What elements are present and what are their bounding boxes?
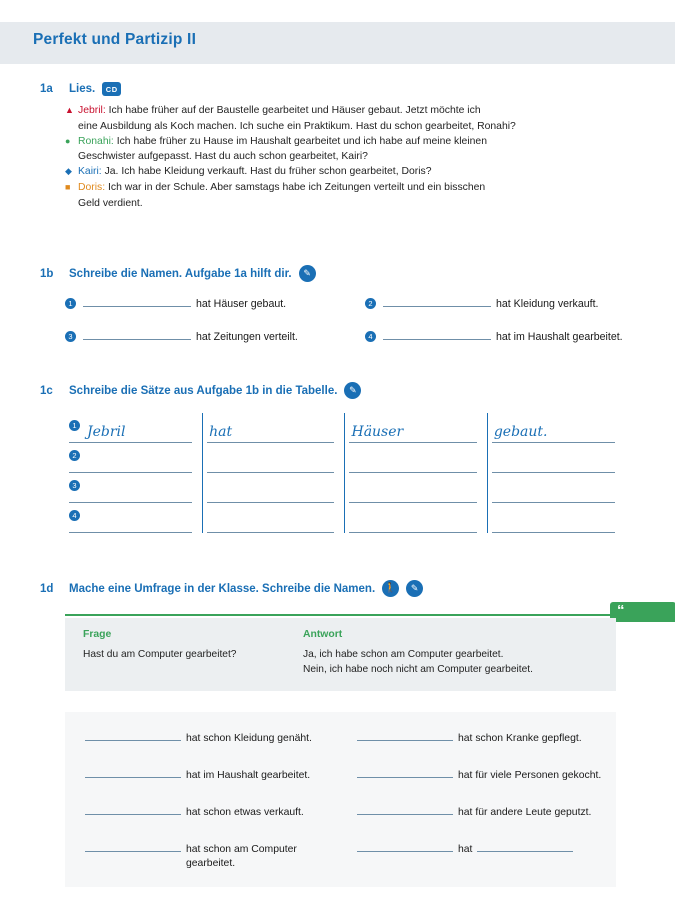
green-divider xyxy=(65,614,616,616)
survey-text: hat schon Kranke gepflegt. xyxy=(458,733,582,744)
sentence-table-1c xyxy=(65,413,625,533)
survey-text: hat für andere Leute geputzt. xyxy=(458,807,592,819)
dialogue-continuation: Geschwister aufgepasst. Hast du auch schon gearbeitet, Kairi? xyxy=(78,151,368,163)
exercise-1b xyxy=(40,265,640,343)
table-cell[interactable] xyxy=(203,473,345,503)
table-cell[interactable] xyxy=(487,443,625,473)
table-row xyxy=(65,443,625,473)
exercise-1d-header xyxy=(40,580,640,597)
bullet-circle-icon: ● xyxy=(65,135,71,146)
survey-name-blank[interactable] xyxy=(357,767,453,778)
table-cell[interactable] xyxy=(65,473,203,503)
survey-item xyxy=(85,841,357,871)
survey-text: hat schon am Computer gearbeitet. xyxy=(186,844,297,870)
bullet-triangle-icon: ▲ xyxy=(65,105,74,115)
dialogue-line xyxy=(65,181,640,196)
answer-input-blank[interactable] xyxy=(383,296,491,307)
exercise-1d-title: Mache eine Umfrage in der Klasse. Schreibe die Namen. xyxy=(69,582,376,595)
table-cell[interactable] xyxy=(487,473,625,503)
survey-trailing-blank[interactable] xyxy=(477,841,573,852)
survey-name-blank[interactable] xyxy=(85,730,181,741)
cell-handwriting: Jebril xyxy=(87,424,126,440)
table-row xyxy=(65,503,625,533)
survey-name-blank[interactable] xyxy=(357,730,453,741)
speaker-text: Ich habe früher auf der Baustelle gearbeitet und Häuser gebaut. Jetzt möchte ich xyxy=(108,105,481,116)
table-cell[interactable] xyxy=(345,413,487,443)
survey-item xyxy=(85,730,357,746)
answer-text-line2: Nein, ich habe noch nicht am Computer gearbeitet. xyxy=(303,663,533,675)
page-title: Perfekt und Partizip II xyxy=(33,31,197,48)
dialogue-line xyxy=(65,104,640,119)
pencil-icon[interactable]: ✎ xyxy=(344,382,361,399)
exercise-1c-number: 1c xyxy=(40,384,53,397)
answer-grid-1b xyxy=(65,296,640,343)
speaker-text: Ich war in der Schule. Aber samstags habe ich Zeitungen verteilt und ein bisschen xyxy=(108,181,486,193)
table-cell[interactable] xyxy=(487,413,625,443)
exercise-1b-header xyxy=(40,265,640,282)
answer-item xyxy=(65,296,365,310)
pencil-icon[interactable]: ✎ xyxy=(299,265,316,282)
survey-item xyxy=(357,767,616,783)
survey-item xyxy=(357,841,616,871)
exercise-1d-number: 1d xyxy=(40,582,54,595)
answer-input-blank[interactable] xyxy=(83,329,191,340)
survey-text: hat schon etwas verkauft. xyxy=(186,807,304,819)
table-cell[interactable] xyxy=(487,503,625,533)
item-number: 1 xyxy=(65,298,76,309)
answer-item xyxy=(365,296,665,310)
quote-tab-icon: “ xyxy=(610,602,675,622)
survey-name-blank[interactable] xyxy=(85,767,181,778)
exercise-1a-header xyxy=(40,82,640,96)
answer-input-blank[interactable] xyxy=(383,329,491,340)
dialogue-continuation: Geld verdient. xyxy=(78,197,143,209)
survey-name-blank[interactable] xyxy=(85,841,181,852)
survey-item xyxy=(85,767,357,783)
answer-text-line1: Ja, ich habe schon am Computer gearbeitet. xyxy=(303,649,504,660)
table-cell[interactable] xyxy=(203,443,345,473)
table-row xyxy=(65,413,625,443)
dialogue-continuation: eine Ausbildung als Koch machen. Ich suche ein Praktikum. Hast du schon gearbeitet, Ronahi? xyxy=(78,120,516,132)
exercise-1a-number: 1a xyxy=(40,83,53,95)
dialogue-1a xyxy=(65,104,640,211)
item-number: 1 xyxy=(69,420,80,431)
speaker-text: Ich habe früher zu Hause im Haushalt gearbeitet und ich habe auf meine kleinen xyxy=(116,135,487,147)
dialogue-line xyxy=(65,165,640,180)
table-cell[interactable] xyxy=(345,503,487,533)
qa-box xyxy=(65,618,616,691)
cell-handwriting: Häuser xyxy=(351,424,404,440)
item-number: 4 xyxy=(69,510,80,521)
answer-text: hat Kleidung verkauft. xyxy=(496,298,599,310)
bullet-square-icon: ■ xyxy=(65,181,71,192)
exercise-1c-title: Schreibe die Sätze aus Aufgabe 1b in die Tabelle. xyxy=(69,384,338,397)
speaker-text: Ja. Ich habe Kleidung verkauft. Hast du früher schon gearbeitet, Doris? xyxy=(104,166,432,178)
item-number: 2 xyxy=(69,450,80,461)
speaker-name: Ronahi: xyxy=(78,135,114,147)
answer-label: Antwort xyxy=(303,629,343,640)
item-number: 3 xyxy=(69,480,80,491)
survey-grid xyxy=(85,730,602,871)
exercise-1c xyxy=(40,382,640,533)
item-number: 4 xyxy=(365,331,376,342)
table-cell[interactable] xyxy=(203,413,345,443)
exercise-1b-title: Schreibe die Namen. Aufgabe 1a hilft dir. xyxy=(69,267,292,280)
table-cell[interactable] xyxy=(65,413,203,443)
cell-handwriting: hat xyxy=(209,424,233,440)
dialogue-line xyxy=(65,135,640,150)
answer-item xyxy=(65,329,365,343)
table-cell[interactable] xyxy=(65,443,203,473)
table-cell[interactable] xyxy=(65,503,203,533)
survey-name-blank[interactable] xyxy=(85,804,181,815)
question-text: Hast du am Computer gearbeitet? xyxy=(83,649,237,660)
exercise-1a-title: Lies. xyxy=(69,83,96,95)
speaker-name: Kairi: xyxy=(78,166,102,178)
table-cell[interactable] xyxy=(203,503,345,533)
answer-text: hat Zeitungen verteilt. xyxy=(196,331,298,343)
exercise-1b-number: 1b xyxy=(40,267,54,280)
survey-box xyxy=(65,712,616,887)
exercise-1c-header xyxy=(40,382,640,399)
question-label: Frage xyxy=(83,629,112,640)
bullet-diamond-icon: ◆ xyxy=(65,166,72,177)
survey-item xyxy=(85,804,357,820)
survey-text: hat xyxy=(458,844,473,856)
table-cell[interactable] xyxy=(345,443,487,473)
answer-input-blank[interactable] xyxy=(83,296,191,307)
item-number: 3 xyxy=(65,331,76,342)
table-row xyxy=(65,473,625,503)
survey-text: hat im Haushalt gearbeitet. xyxy=(186,770,311,782)
survey-name-blank[interactable] xyxy=(357,841,453,852)
survey-text: hat schon Kleidung genäht. xyxy=(186,733,312,744)
answer-text: hat im Haushalt gearbeitet. xyxy=(496,331,623,343)
speaker-name: Doris: xyxy=(78,181,106,193)
exercise-1d xyxy=(40,580,640,605)
item-number: 2 xyxy=(365,298,376,309)
pencil-icon[interactable]: ✎ xyxy=(406,580,423,597)
audio-icon[interactable]: CD xyxy=(102,82,121,96)
table-cell[interactable] xyxy=(345,473,487,503)
speaker-name: Jebril: xyxy=(78,105,106,116)
answer-text: hat Häuser gebaut. xyxy=(196,298,287,310)
survey-item xyxy=(357,804,616,820)
exercise-1a xyxy=(40,82,640,211)
survey-item xyxy=(357,730,616,746)
cell-handwriting: gebaut. xyxy=(493,424,548,440)
survey-text: hat für viele Personen gekocht. xyxy=(458,770,602,782)
survey-name-blank[interactable] xyxy=(357,804,453,815)
person-walking-icon[interactable]: 🚶 xyxy=(382,580,399,597)
answer-item xyxy=(365,329,665,343)
